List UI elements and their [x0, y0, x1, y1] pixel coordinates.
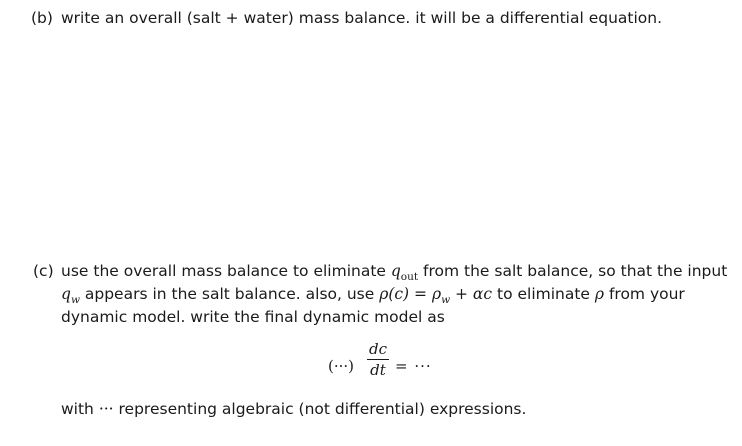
part-c-line-2-text-c: from your: [604, 285, 685, 303]
part-c-line-1-text-b: from the salt balance, so that the input: [418, 262, 728, 280]
dynamic-model-equation: [328, 340, 468, 390]
footer-text-b: representing algebraic (not differential) expressions.: [113, 400, 527, 418]
equation-lhs: (···): [328, 357, 355, 375]
part-c-line-2-text-a: appears in the salt balance. also, use: [79, 285, 380, 303]
fraction-numerator: dc: [368, 340, 387, 358]
fraction-bar: [367, 359, 389, 360]
q-w-variable: $q_w$: [61, 285, 80, 306]
density-relation: $\rho(c) = \rho_w + \alpha c$: [379, 285, 493, 306]
q-out-variable: $q_{out}$: [390, 262, 419, 283]
part-c-line-2-text-b: to eliminate: [492, 285, 595, 303]
footer-text-a: with: [61, 400, 99, 418]
part-b-text: write an overall (salt + water) mass balance. it will be a differential equation.: [61, 9, 663, 27]
part-c-line-2: [61, 284, 685, 306]
part-c-line-1: [61, 261, 727, 283]
part-c-line-3: dynamic model. write the final dynamic model as: [61, 308, 445, 326]
footer-dots: ···: [98, 400, 114, 418]
part-c-line-1-text-a: use the overall mass balance to eliminate: [61, 262, 391, 280]
dc-dt-fraction: [367, 340, 389, 379]
part-c-label: (c): [33, 262, 54, 280]
equation-rhs: = ···: [395, 357, 432, 375]
fraction-denominator: dt: [370, 361, 386, 379]
rho-variable: ρ: [594, 285, 605, 303]
part-c-footer: [61, 399, 526, 419]
part-b-label: (b): [31, 9, 53, 27]
